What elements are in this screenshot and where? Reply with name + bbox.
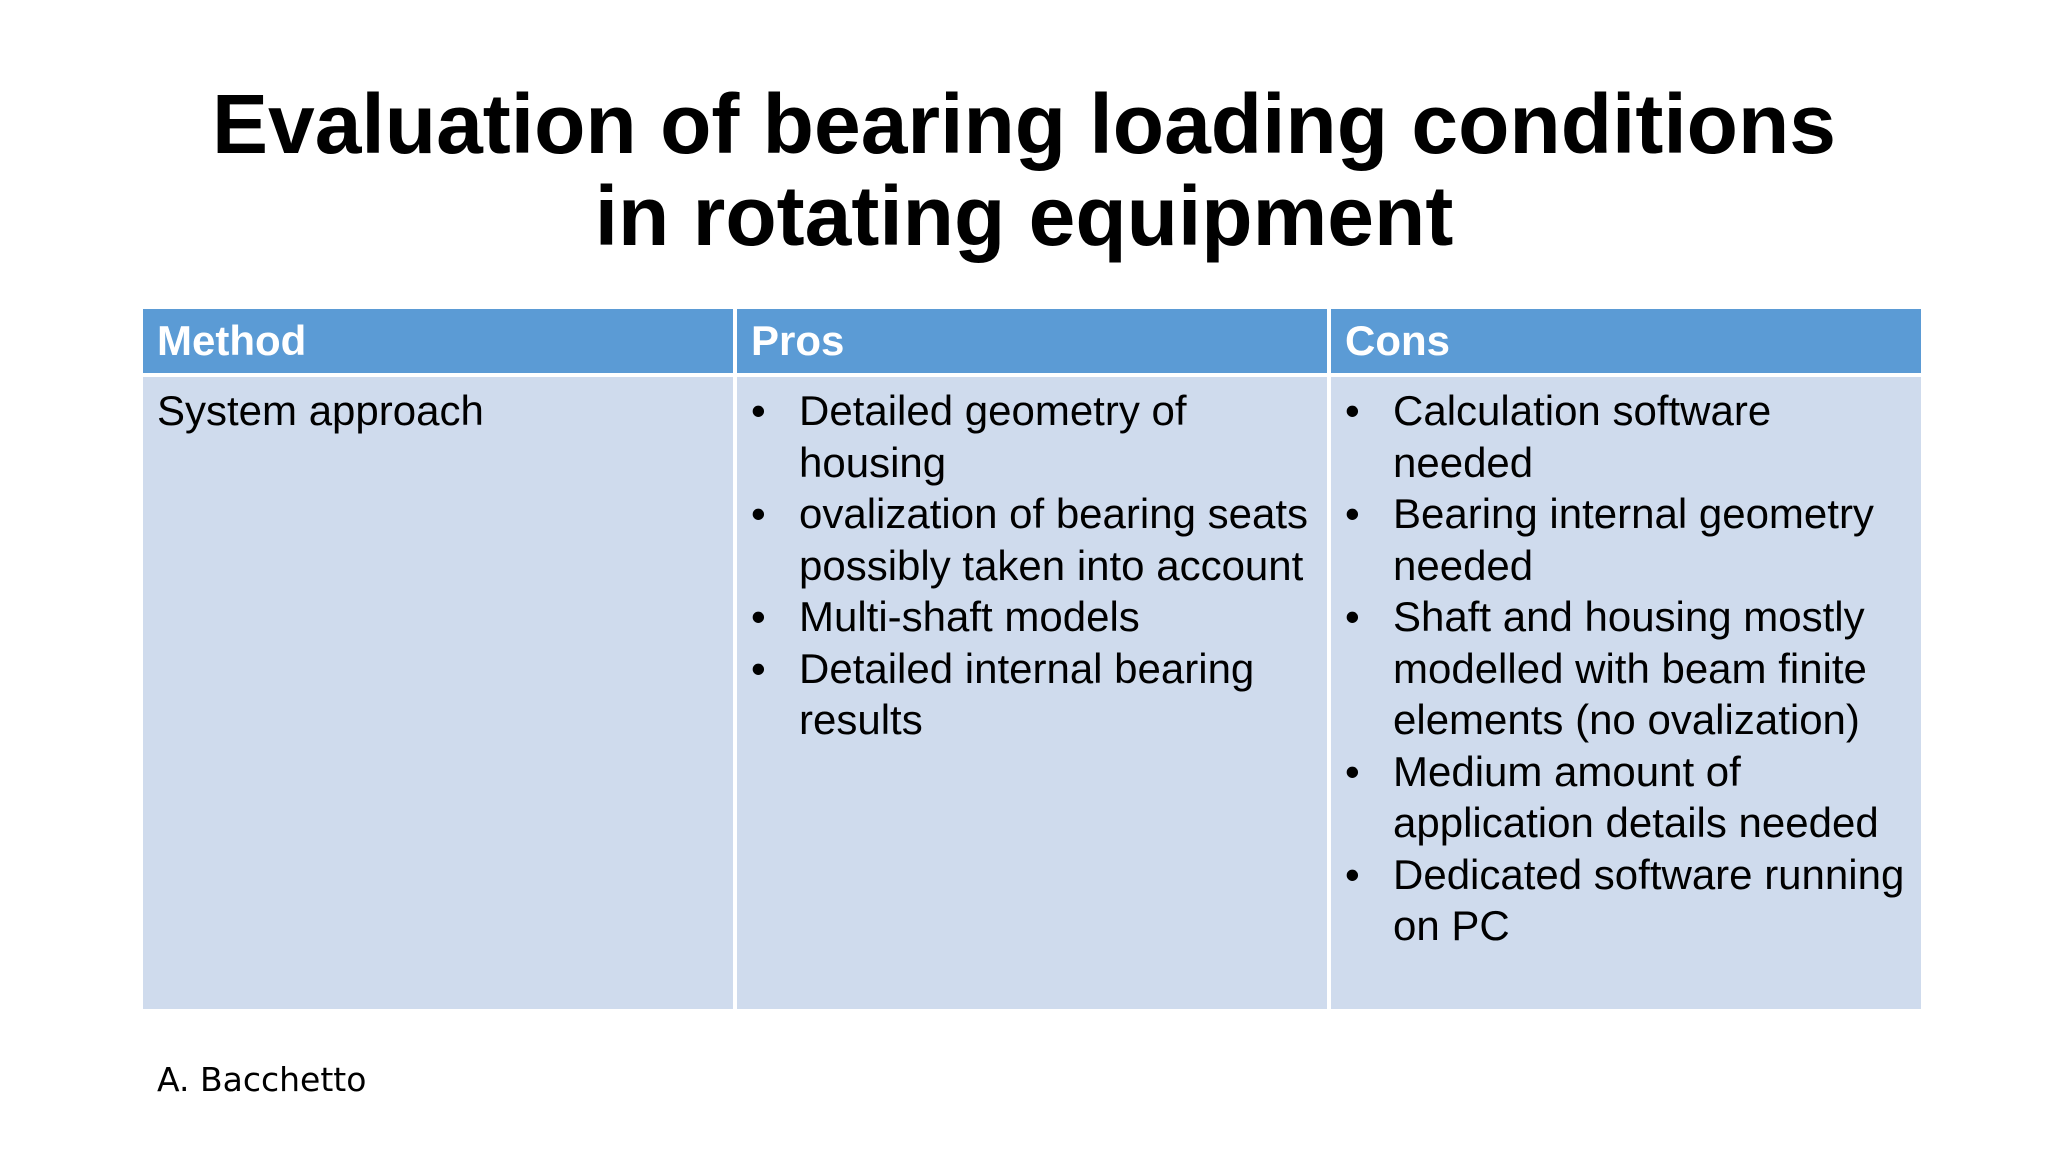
slide-title-line-1: Evaluation of bearing loading conditions: [211, 77, 1837, 171]
header-pros: Pros: [737, 309, 1327, 373]
cons-list: [1345, 385, 1911, 952]
cell-method: [143, 377, 733, 1009]
cons-item: • Shaft and housing mostly modelled with beam finite elements (no ovalization): [1345, 591, 1911, 746]
pros-list: [751, 385, 1317, 746]
comparison-table: [143, 309, 1921, 1009]
pros-item: • ovalization of bearing seats possibly taken into account: [751, 488, 1317, 591]
cell-cons: [1331, 377, 1921, 1009]
method-text: System approach: [157, 387, 484, 434]
author-footer: A. Bacchetto: [157, 1060, 367, 1099]
cons-item: • Calculation software needed: [1345, 385, 1911, 488]
slide-title: [100, 78, 1948, 262]
header-cons: Cons: [1331, 309, 1921, 373]
pros-item: • Detailed geometry of housing: [751, 385, 1317, 488]
pros-item: • Detailed internal bearing results: [751, 643, 1317, 746]
header-method: Method: [143, 309, 733, 373]
slide-title-line-2: in rotating equipment: [594, 169, 1454, 263]
pros-item: • Multi-shaft models: [751, 591, 1317, 643]
cons-item: • Medium amount of application details needed: [1345, 746, 1911, 849]
cons-item: • Bearing internal geometry needed: [1345, 488, 1911, 591]
cell-pros: [737, 377, 1327, 1009]
cons-item: • Dedicated software running on PC: [1345, 849, 1911, 952]
